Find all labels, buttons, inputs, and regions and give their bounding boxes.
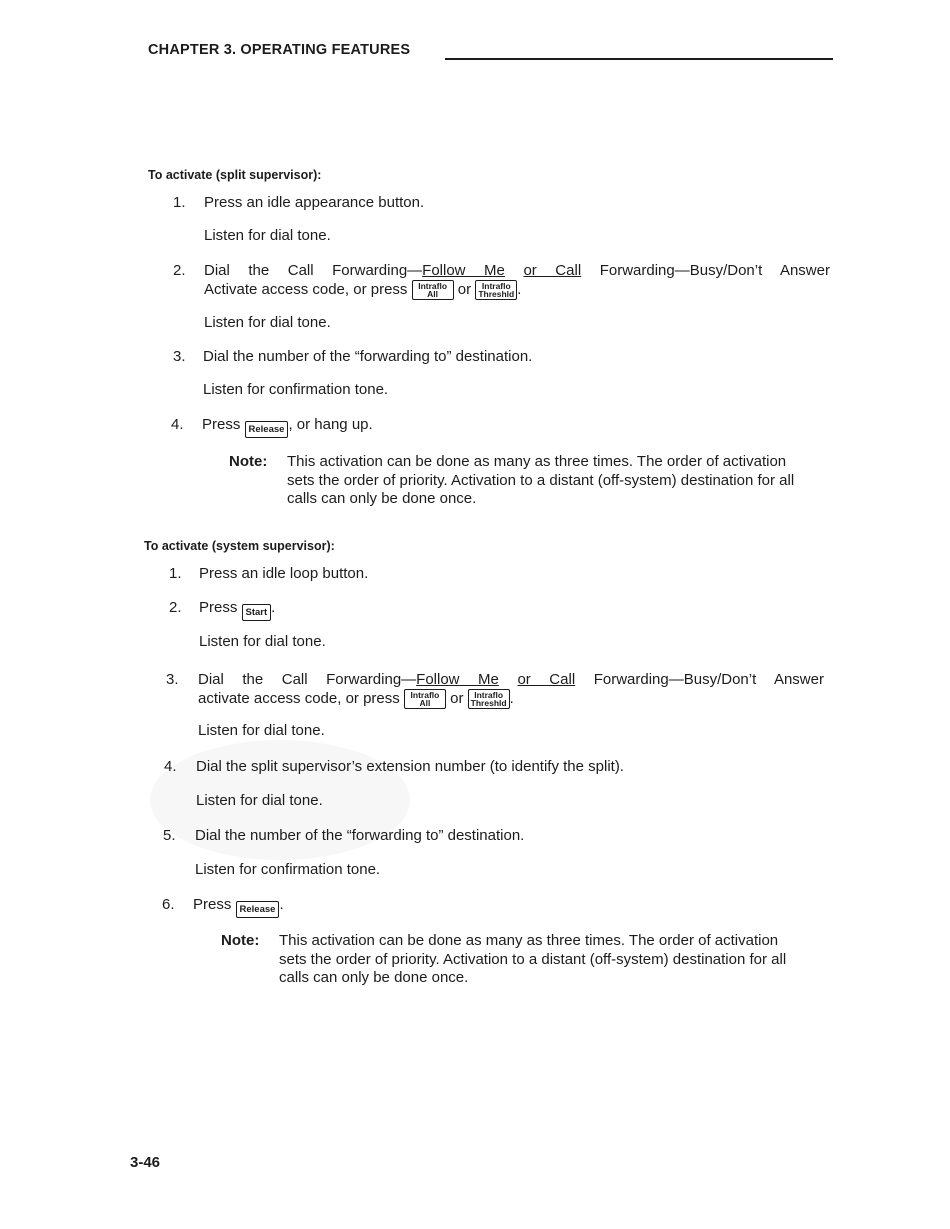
system-step-5-text: Dial the number of the “forwarding to” destination. [195,827,525,844]
system-step-3-or: or [450,690,464,707]
intraflo-all-key [412,280,454,300]
split-step-3-number: 3. [173,348,186,365]
key-label-top: Intraflo [410,690,440,700]
system-step-3-space [499,671,518,688]
release-key: Release [236,901,280,918]
system-step-3-period: . [509,690,514,707]
system-step-1-text: Press an idle loop button. [199,565,369,582]
split-step-4-line [202,416,373,438]
split-step-2-seg-a: Dial the Call Forwarding— [204,262,423,279]
split-step-2-follow-me: Follow Me [422,262,505,279]
split-step-4-press: Press [202,416,241,433]
system-step-2-sub: Listen for dial tone. [199,633,326,650]
intraflo-threshld-key [468,689,510,709]
split-step-2-or: or [457,281,472,298]
split-step-2-line2-text: Activate access code, or press [204,281,408,298]
split-step-3-sub: Listen for confirmation tone. [203,381,389,398]
system-step-6-line [193,896,284,918]
system-step-3-line2 [198,689,514,709]
system-step-4-text: Dial the split supervisor’s extension number (to identify the split). [196,758,624,775]
system-step-2-post: . [271,599,276,616]
split-section-title: To activate (split supervisor): [148,168,322,182]
key-label-bottom: Threshld [478,289,515,299]
page-number: 3-46 [130,1154,161,1171]
key-label-top: Intraflo [481,281,511,291]
system-step-5-sub: Listen for confirmation tone. [195,861,381,878]
key-label-bottom: Threshld [470,698,507,708]
system-step-4-sub: Listen for dial tone. [196,792,323,809]
split-step-2-sub: Listen for dial tone. [204,314,331,331]
system-step-3-seg-a: Dial the Call Forwarding— [198,671,417,688]
system-step-2-press: Press [199,599,238,616]
split-step-1-number: 1. [173,194,186,211]
split-step-2-line2 [204,280,521,300]
system-note-label: Note: [221,932,260,949]
header-rule [445,58,833,60]
system-section-title: To activate (system supervisor): [144,539,335,553]
system-step-6-post: . [279,896,284,913]
system-step-2-number: 2. [169,599,182,616]
split-step-3-text: Dial the number of the “forwarding to” destination. [203,348,533,365]
system-step-6-number: 6. [162,896,175,913]
system-step-6-press: Press [193,896,232,913]
chapter-header: CHAPTER 3. OPERATING FEATURES [148,42,411,58]
system-step-1-number: 1. [169,565,182,582]
system-step-3-or-call: or Call [517,671,576,688]
system-note-text: This activation can be done as many as three times. The order of activation sets the order of priority. Activation to a distant (off-system) destination for all calls can only be done once. [279,932,787,986]
start-key: Start [242,604,272,621]
split-step-2-space [505,262,524,279]
split-step-1-text: Press an idle appearance button. [204,194,425,211]
system-step-3-line2-text: activate access code, or press [198,690,400,707]
split-step-4-post: , or hang up. [288,416,373,433]
split-step-2-period: . [517,281,522,298]
key-label-top: Intraflo [418,281,448,291]
split-step-2-seg-c: Forwarding—Busy/Don’t Answer [581,262,830,279]
system-step-3-line1 [198,671,824,688]
key-label-bottom: All [419,698,431,708]
split-note-label: Note: [229,453,268,470]
system-step-2-line [199,599,275,621]
system-step-3-number: 3. [166,671,179,688]
split-note-text: This activation can be done as many as three times. The order of activation sets the order of priority. Activation to a distant (off-system) destination for all calls can only be done once. [287,453,795,507]
release-key: Release [245,421,289,438]
split-step-2-or-call: or Call [523,262,582,279]
intraflo-all-key [404,689,446,709]
system-step-4-number: 4. [164,758,177,775]
system-step-3-follow-me: Follow Me [416,671,499,688]
key-label-bottom: All [427,289,439,299]
system-step-3-sub: Listen for dial tone. [198,722,325,739]
system-step-3-seg-c: Forwarding—Busy/Don’t Answer [575,671,824,688]
intraflo-threshld-key [475,280,517,300]
key-label-top: Intraflo [474,690,504,700]
split-step-4-number: 4. [171,416,184,433]
split-step-2-line1 [204,262,830,279]
system-step-5-number: 5. [163,827,176,844]
split-step-2-number: 2. [173,262,186,279]
split-step-1-sub: Listen for dial tone. [204,227,331,244]
